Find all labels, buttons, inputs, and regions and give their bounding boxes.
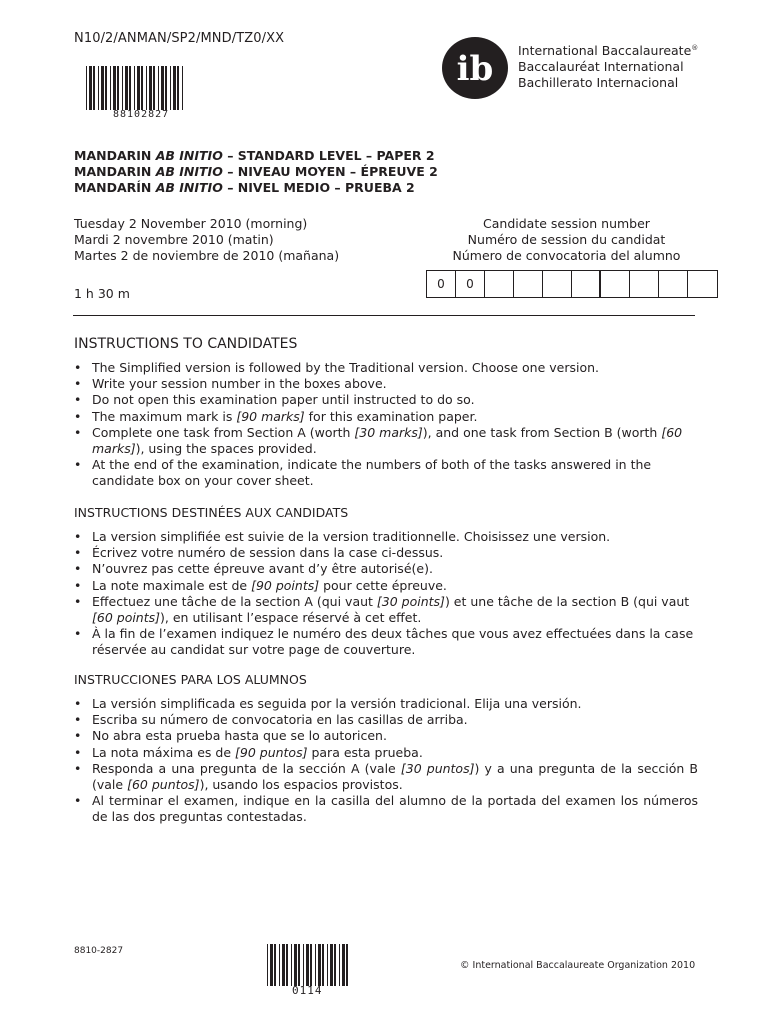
session-number-box[interactable] xyxy=(659,271,688,297)
instruction-item: • Do not open this examination paper until instructed to do so. xyxy=(74,392,698,408)
instruction-item: • The Simplified version is followed by the Traditional version. Choose one version. xyxy=(74,360,698,376)
session-number-box[interactable] xyxy=(514,271,543,297)
instructions-heading-english: INSTRUCTIONS TO CANDIDATES xyxy=(74,336,298,352)
instruction-item: • Al terminar el examen, indique en la casilla del alumno de la portada del examen los números de las dos preguntas contestadas. xyxy=(74,793,698,825)
header-divider xyxy=(73,315,695,316)
paper-code: N10/2/ANMAN/SP2/MND/TZ0/XX xyxy=(74,31,285,46)
title-english: MANDARIN AB INITIO – STANDARD LEVEL – PAPER 2 xyxy=(74,148,435,163)
candidate-session-boxes[interactable] xyxy=(426,270,718,298)
org-name-spanish: Bachillerato Internacional xyxy=(518,75,679,91)
instruction-item: • La nota máxima es de [90 puntos] para esta prueba. xyxy=(74,745,698,761)
barcode-top-number: 88102827 xyxy=(113,109,170,120)
instructions-list-spanish xyxy=(74,696,698,826)
barcode-top xyxy=(86,66,186,110)
org-name-english: International Baccalaureate xyxy=(518,43,692,59)
instruction-item: • Escriba su número de convocatoria en las casillas de arriba. xyxy=(74,712,698,728)
instruction-item: • Effectuez une tâche de la section A (qui vaut [30 points]) et une tâche de la section B (qui vaut [60 points]), en utilisant l’espace réservé à cet effet. xyxy=(74,594,698,626)
candidate-label-spanish: Número de convocatoria del alumno xyxy=(452,248,681,263)
candidate-label-english: Candidate session number xyxy=(483,216,650,231)
copyright-notice: © International Baccalaureate Organization 2010 xyxy=(460,960,696,971)
instruction-item: • Write your session number in the boxes above. xyxy=(74,376,698,392)
instruction-item: • La note maximale est de [90 points] pour cette épreuve. xyxy=(74,578,698,594)
session-number-box[interactable] xyxy=(630,271,659,297)
session-number-box[interactable]: 0 xyxy=(427,271,456,297)
instruction-item: • Responda a una pregunta de la sección A (vale [30 puntos]) y a una pregunta de la sección B (vale [60 puntos]), usando los espacios provistos. xyxy=(74,761,698,793)
instruction-item: • La version simplifiée est suivie de la version traditionnelle. Choisissez une version. xyxy=(74,529,698,545)
instruction-item: • À la fin de l’examen indiquez le numéro des deux tâches que vous avez effectuées dans la case réservée au candidat sur votre page de couverture. xyxy=(74,626,698,658)
title-french: MANDARIN AB INITIO – NIVEAU MOYEN – ÉPREUVE 2 xyxy=(74,164,438,179)
instruction-item: • Écrivez votre numéro de session dans la case ci-dessus. xyxy=(74,545,698,561)
instruction-item: • The maximum mark is [90 marks] for this examination paper. xyxy=(74,409,698,425)
instructions-list-english xyxy=(74,360,698,490)
instruction-item: • No abra esta prueba hasta que se lo autoricen. xyxy=(74,728,698,744)
instruction-item: • La versión simplificada es seguida por la versión tradicional. Elija una versión. xyxy=(74,696,698,712)
exam-duration: 1 h 30 m xyxy=(74,286,130,301)
session-number-box[interactable]: 0 xyxy=(456,271,485,297)
session-number-box[interactable] xyxy=(485,271,514,297)
org-name-french: Baccalauréat International xyxy=(518,59,684,75)
barcode-bottom-number: 0114 xyxy=(292,984,323,997)
date-spanish: Martes 2 de noviembre de 2010 (mañana) xyxy=(74,248,340,263)
registered-mark: ® xyxy=(691,44,699,52)
instruction-item: • Complete one task from Section A (worth [30 marks]), and one task from Section B (worth [60 marks]), using the spaces provided. xyxy=(74,425,698,457)
instruction-item: • At the end of the examination, indicate the numbers of both of the tasks answered in the candidate box on your cover sheet. xyxy=(74,457,698,489)
organization-names xyxy=(518,40,698,91)
title-spanish: MANDARÍN AB INITIO – NIVEL MEDIO – PRUEBA 2 xyxy=(74,180,415,195)
ib-logo xyxy=(441,36,509,100)
candidate-label-french: Numéro de session du candidat xyxy=(467,232,666,247)
footer-code: 8810-2827 xyxy=(74,946,124,956)
session-number-box[interactable] xyxy=(543,271,572,297)
instruction-item: • N’ouvrez pas cette épreuve avant d’y être autorisé(e). xyxy=(74,561,698,577)
exam-dates xyxy=(74,216,339,264)
candidate-session-labels xyxy=(428,216,705,264)
instructions-heading-french: INSTRUCTIONS DESTINÉES AUX CANDIDATS xyxy=(74,505,349,520)
date-english: Tuesday 2 November 2010 (morning) xyxy=(74,216,308,231)
session-number-box[interactable] xyxy=(601,271,630,297)
date-french: Mardi 2 novembre 2010 (matin) xyxy=(74,232,274,247)
session-number-box[interactable] xyxy=(572,271,601,297)
ib-logo-letters: ib xyxy=(456,49,494,89)
instructions-heading-spanish: INSTRUCCIONES PARA LOS ALUMNOS xyxy=(74,672,307,687)
session-number-box[interactable] xyxy=(688,271,717,297)
instructions-list-french xyxy=(74,529,698,659)
barcode-bottom xyxy=(267,944,353,986)
paper-titles xyxy=(74,148,438,196)
